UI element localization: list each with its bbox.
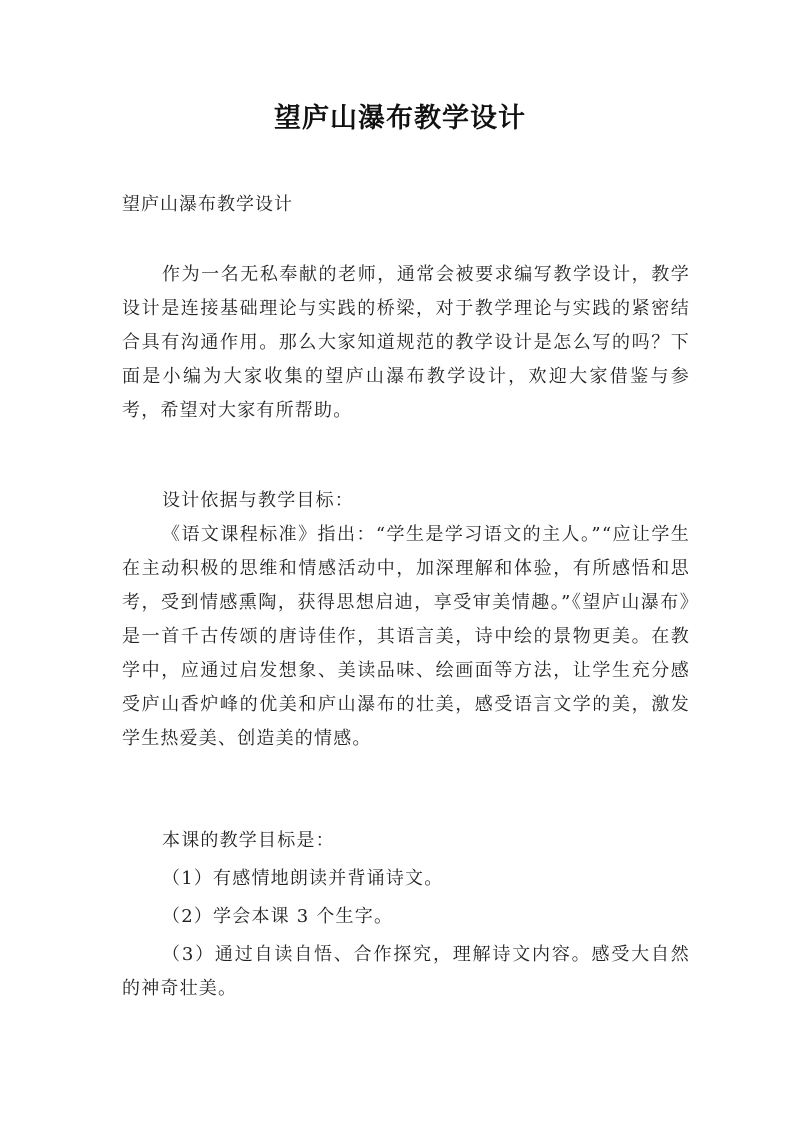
intro-paragraph: 作为一名无私奉献的老师，通常会被要求编写教学设计，教学设计是连接基础理论与实践的桥梁，对于教学理论与实践的紧密结合具有沟通作用。那么大家知道规范的教学设计是怎么写的吗？下面是小编为大家收集的望庐山瀑布教学设计，欢迎大家借鉴与参考，希望对大家有所帮助。 <box>122 264 690 421</box>
section-heading: 设计依据与教学目标： <box>162 490 354 511</box>
curriculum-paragraph: 《语文课程标准》指出：“学生是学习语文的主人。”“应让学生在主动积极的思维和情感活动中，加深理解和体验，有所感悟和思考，受到情感熏陶，获得思想启迪，享受审美情趣。”《望庐山瀑布》是一首千古传颂的唐诗佳作，其语言美，诗中绘的景物更美。在教学中，应通过启发想象、美读品味、绘画面等方法，让学生充分感受庐山香炉峰的优美和庐山瀑布的壮美，感受语言文学的美，激发学生热爱美、创造美的情感。 <box>122 524 690 749</box>
document-title: 望庐山瀑布教学设计 <box>274 103 526 134</box>
document-subtitle: 望庐山瀑布教学设计 <box>122 194 293 215</box>
goal-item-1: （1）有感情地朗读并背诵诗文。 <box>162 868 444 889</box>
goals-intro: 本课的教学目标是： <box>162 830 335 851</box>
goal-item-2: （2）学会本课 3 个生字。 <box>162 906 394 927</box>
goal-item-3: （3）通过自读自悟、合作探究，理解诗文内容。感受大自然的神奇壮美。 <box>122 944 690 999</box>
